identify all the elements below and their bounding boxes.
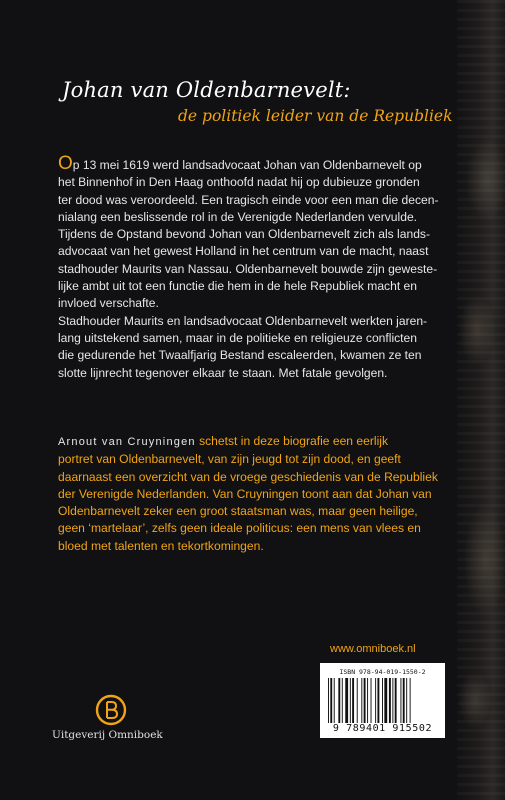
blurb-line: bloed met talenten en tekortkomingen.: [58, 538, 264, 553]
barcode-bar: [338, 678, 340, 723]
blurb-line: Oldenbarnevelt zeker een groot staatsman was, maar geen heilige,: [58, 504, 418, 519]
barcode-bar: [330, 678, 332, 723]
blurb-line: ter dood was veroordeeld. Een tragisch einde voor een man die decen-: [58, 192, 439, 207]
barcode-bar: [367, 678, 368, 723]
book-subtitle: de politiek leider van de Republiek: [178, 107, 453, 125]
blurb-line: nialang een beslissende rol in de Verenigde Nederlanden vervulde.: [58, 209, 418, 224]
blurb-line-text: p 13 mei 1619 werd landsadvocaat Johan van Oldenbarnevelt op: [72, 158, 422, 172]
blurb-line: invloed verschafte.: [58, 296, 159, 311]
blurb-line: stadhouder Maurits van Nassau. Oldenbarnevelt bouwde zijn gewestе-: [58, 261, 438, 276]
blurb-line: der Verenigde Nederlanden. Van Cruyningen toont aan dat Johan van: [58, 486, 432, 501]
blurb-line: het Binnenhof in Den Haag onthoofd nadat hij op dubieuze gronden: [58, 175, 420, 190]
blurb-line: lijke ambt uit tot een functie die hem in de hele Republiek macht en: [58, 279, 417, 294]
publisher-logo-icon: [94, 693, 128, 727]
blurb-line: lang uitstekend samen, maar in de politieke en religieuze conflicten: [58, 330, 417, 345]
barcode-bar: [375, 678, 376, 723]
blurb-line: die gedurende het Twaalfjarig Bestand escaleerden, kwamen ze ten: [58, 348, 422, 363]
barcode-bar: [328, 678, 329, 723]
blurb-line: advocaat van het gewest Holland in het centrum van de macht, naast: [58, 244, 429, 259]
barcode-bar: [410, 678, 411, 723]
barcode-bar: [377, 678, 379, 723]
barcode-bar: [400, 678, 401, 723]
blurb-line: slotte lijnrecht tegenover elkaar te staan. Met fatale gevolgen.: [58, 365, 388, 380]
author-name: Arnout van Cruyningen: [58, 436, 196, 448]
barcode-bar: [352, 678, 354, 723]
blurb-line: geen ‘martelaar’, zelfs geen ideale politicus: een mens van vlees en: [58, 521, 421, 536]
blurb-line-text: schetst in deze biografie een eerlijk: [195, 434, 388, 448]
blurb-line: daarnaast een overzicht van de vroege geschiedenis van de Republiek: [58, 469, 438, 484]
barcode-bar: [384, 678, 387, 723]
barcode-bar: [345, 678, 348, 723]
barcode-bar: [406, 678, 407, 723]
blurb-line: portret van Oldenbarnevelt, van zijn jeugd tot zijn dood, en geeft: [58, 452, 401, 467]
barcode-bar: [342, 678, 343, 723]
publisher-name: Uitgeverij Omniboek: [52, 729, 163, 741]
barcode-bars: [328, 678, 438, 723]
barcode-bar: [403, 678, 405, 723]
cover-texture-edge: [457, 0, 505, 800]
barcode-bar: [382, 678, 383, 723]
drop-cap: O: [58, 153, 73, 174]
blurb-line-author: [58, 433, 443, 451]
barcode-bar: [364, 678, 366, 723]
isbn-barcode: [320, 663, 445, 738]
barcode-bar: [389, 678, 391, 723]
publisher-website: www.omniboek.nl: [330, 643, 416, 655]
barcode-bar: [392, 678, 393, 723]
barcode-number: 9 789401 915502: [332, 723, 433, 734]
blurb-paragraph-2: [58, 433, 443, 555]
barcode-bar: [361, 678, 362, 723]
barcode-bar: [350, 678, 351, 723]
barcode-bar: [334, 678, 335, 723]
barcode-bar: [395, 678, 397, 723]
blurb-paragraph-1: [58, 153, 443, 382]
isbn-label: ISBN 978-94-019-1550-2: [339, 668, 426, 676]
barcode-bar: [371, 678, 372, 723]
blurb-line-1: [58, 153, 443, 174]
blurb-line: Stadhouder Maurits en landsadvocaat Oldenbarnevelt werkten jaren-: [58, 313, 428, 328]
blurb-line: Tijdens de Opstand bevond Johan van Oldenbarnevelt zich als lands-: [58, 227, 431, 242]
book-title: Johan van Oldenbarnevelt:: [62, 78, 351, 102]
barcode-bar: [357, 678, 358, 723]
